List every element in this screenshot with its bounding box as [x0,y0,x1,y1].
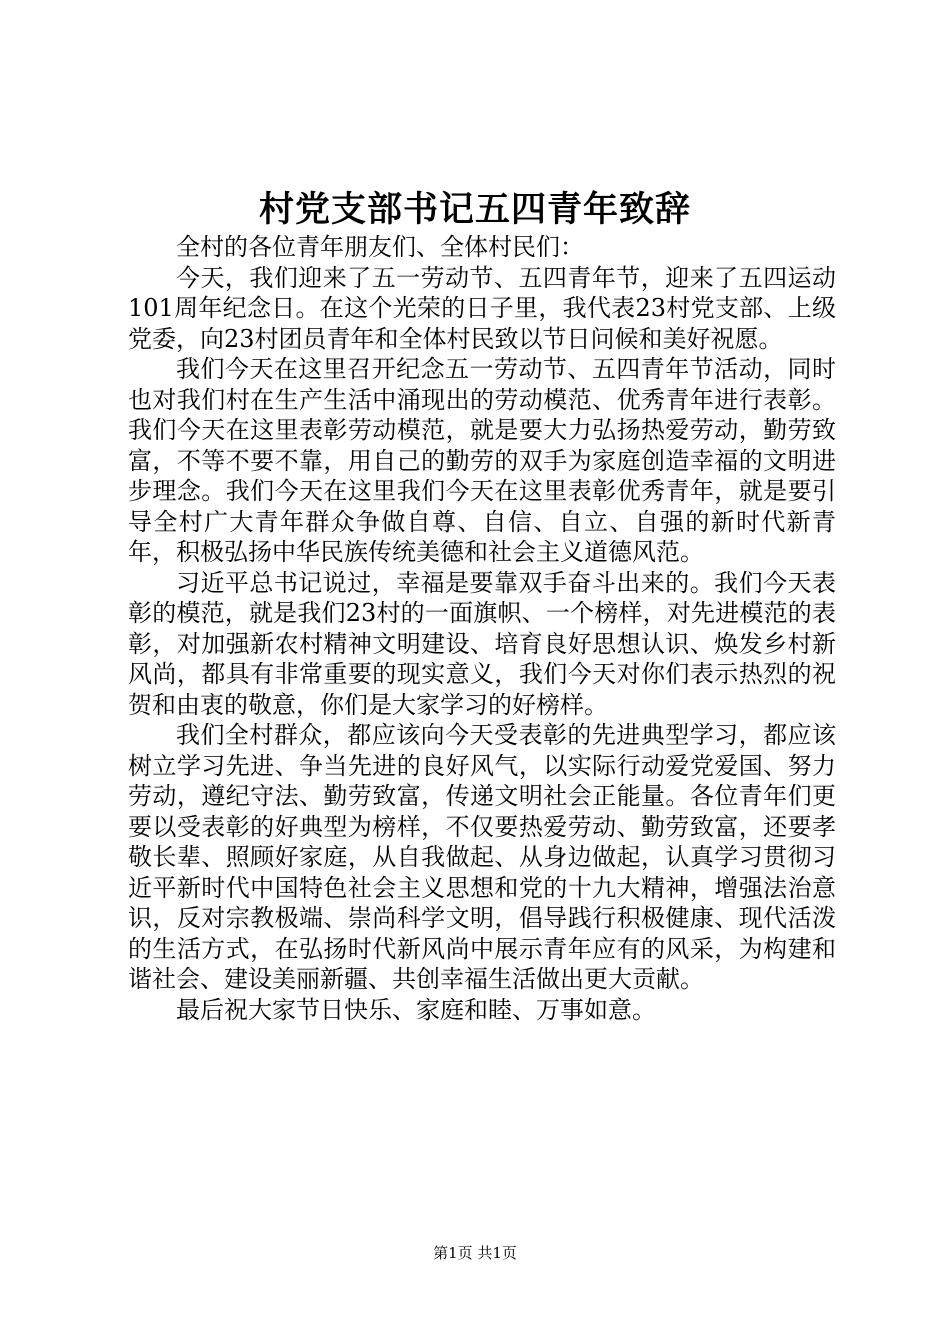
page-number-footer: 第1页 共1页 [433,1244,517,1262]
body-paragraph: 今天，我们迎来了五一劳动节、五四青年节，迎来了五四运动101周年纪念日。在这个光荣的日子里，我代表23村党支部、上级党委，向23村团员青年和全体村民致以节日问候和美好祝愿。 [128,263,836,353]
body-paragraph: 我们全村群众，都应该向今天受表彰的先进典型学习，都应该树立学习先进、争当先进的良好风气，以实际行动爱党爱国、努力劳动，遵纪守法、勤劳致富，传递文明社会正能量。各位青年们更要以受表彰的好典型为榜样，不仅要热爱劳动、勤劳致富，还要孝敬长辈、照顾好家庭，从自我做起、从身边做起，认真学习贯彻习近平新时代中国特色社会主义思想和党的十九大精神，增强法治意识，反对宗教极端、崇尚科学文明，倡导践行积极健康、现代活泼的生活方式，在弘扬时代新风尚中展示青年应有的风采，为构建和谐社会、建设美丽新疆、共创幸福生活做出更大贡献。 [128,721,836,993]
document-title: 村党支部书记五四青年致辞 [258,189,691,230]
salutation-paragraph: 全村的各位青年朋友们、全体村民们： [176,233,584,261]
document-body [128,232,836,1025]
body-paragraph: 我们今天在这里召开纪念五一劳动节、五四青年节活动，同时也对我们村在生产生活中涌现出的劳动模范、优秀青年进行表彰。我们今天在这里表彰劳动模范，就是要大力弘扬热爱劳动，勤劳致富，不等不要不靠，用自己的勤劳的双手为家庭创造幸福的文明进步理念。我们今天在这里我们今天在这里表彰优秀青年，就是要引导全村广大青年群众争做自尊、自信、自立、自强的新时代新青年，积极弘扬中华民族传统美德和社会主义道德风范。 [128,355,836,566]
closing-paragraph: 最后祝大家节日快乐、家庭和睦、万事如意。 [176,995,656,1024]
body-paragraph: 习近平总书记说过，幸福是要靠双手奋斗出来的。我们今天表彰的模范，就是我们23村的一面旗帜、一个榜样，对先进模范的表彰，对加强新农村精神文明建设、培育良好思想认识、焕发乡村新风尚，都具有非常重要的现实意义，我们今天对你们表示热烈的祝贺和由衷的敬意，你们是大家学习的好榜样。 [128,568,836,719]
